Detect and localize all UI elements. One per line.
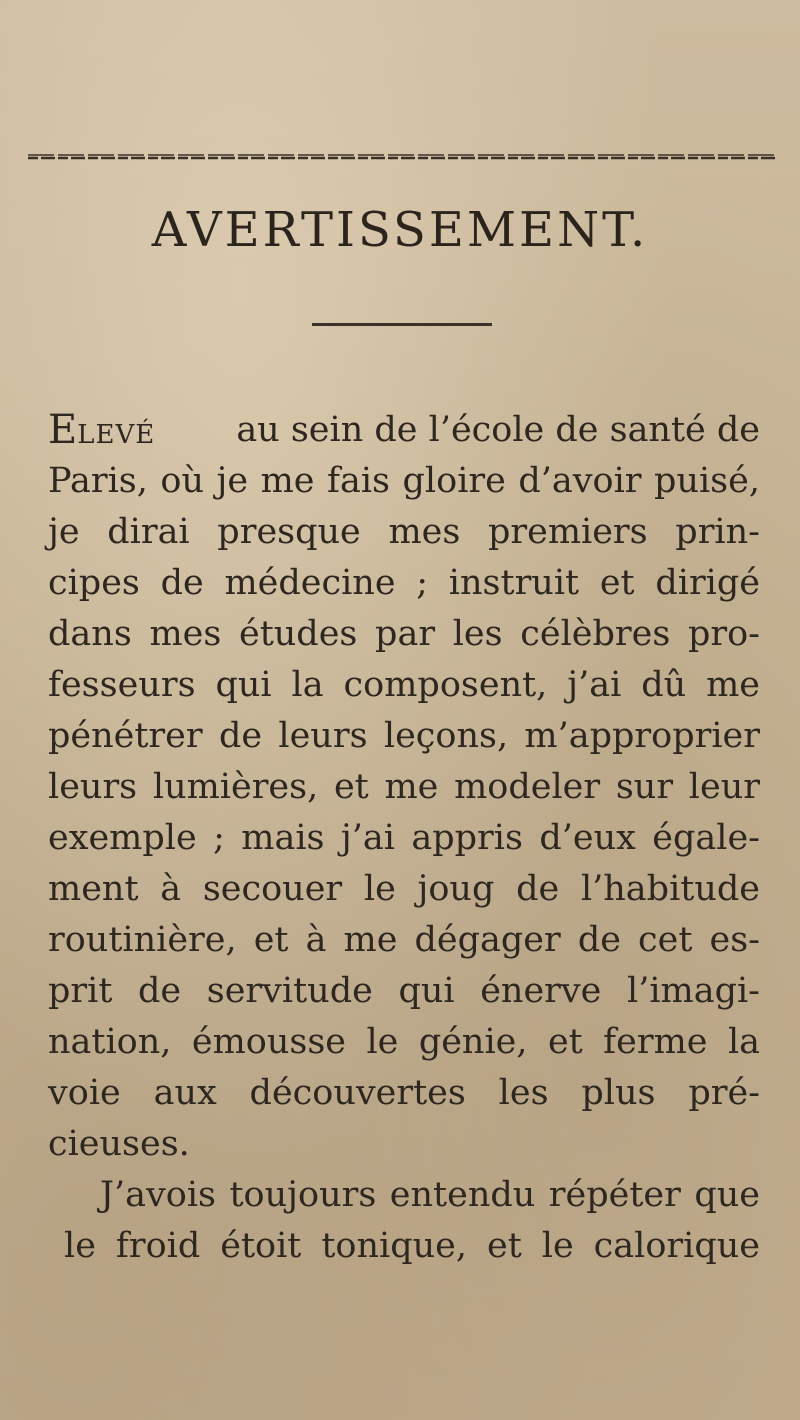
text-line [48,1119,760,1170]
top-ornamental-rule [28,152,776,162]
opening-word [48,405,155,456]
text-line [48,1170,760,1221]
title-underline-rule [312,322,492,328]
text-line [48,711,760,762]
text-line [48,405,760,456]
text-line-content: exemple ; mais j’ai appris d’eux égale- [48,818,760,858]
text-line [48,660,760,711]
text-line-content: leurs lumières, et me modeler sur leur [48,767,760,807]
text-line-content: nation, émousse le génie, et ferme la [48,1022,760,1062]
text-line [48,762,760,813]
text-line-content: voie aux découvertes les plus pré- [48,1073,760,1113]
text-line-content: Paris, où je me fais gloire d’avoir puisé, [48,461,760,501]
text-line [48,558,760,609]
text-line-content: ment à secouer le joug de l’habitude [48,869,760,909]
text-line-content: fesseurs qui la composent, j’ai dû me [48,665,760,705]
text-line-content: le froid étoit tonique, et le calorique [64,1226,760,1266]
body-text [48,405,760,1272]
text-line [48,915,760,966]
text-line [48,1017,760,1068]
text-line [48,507,760,558]
drop-cap: E [48,407,78,453]
text-line-content: prit de servitude qui énerve l’imagi- [48,971,760,1011]
text-line-content: dans mes études par les célèbres pro- [48,614,760,654]
text-line [48,966,760,1017]
text-line [48,813,760,864]
text-line-content: je dirai presque mes premiers prin- [48,512,760,552]
page-title: AVERTISSEMENT. [151,202,649,258]
text-line-content: pénétrer de leurs leçons, m’approprier [48,716,760,756]
text-line [48,1068,760,1119]
text-line [48,864,760,915]
opening-smallcaps: LEVÉ [77,420,156,450]
text-line-content: J’avois toujours entendu répéter que [100,1175,760,1215]
text-line [48,609,760,660]
text-line-content: cipes de médecine ; instruit et dirigé [48,563,760,603]
text-line-rest: au sein de l’école de santé de [236,410,760,450]
text-line-content: cieuses. [48,1124,190,1164]
text-line [48,1221,760,1272]
text-line-content: routinière, et à me dégager de cet es- [48,920,760,960]
text-line [48,456,760,507]
